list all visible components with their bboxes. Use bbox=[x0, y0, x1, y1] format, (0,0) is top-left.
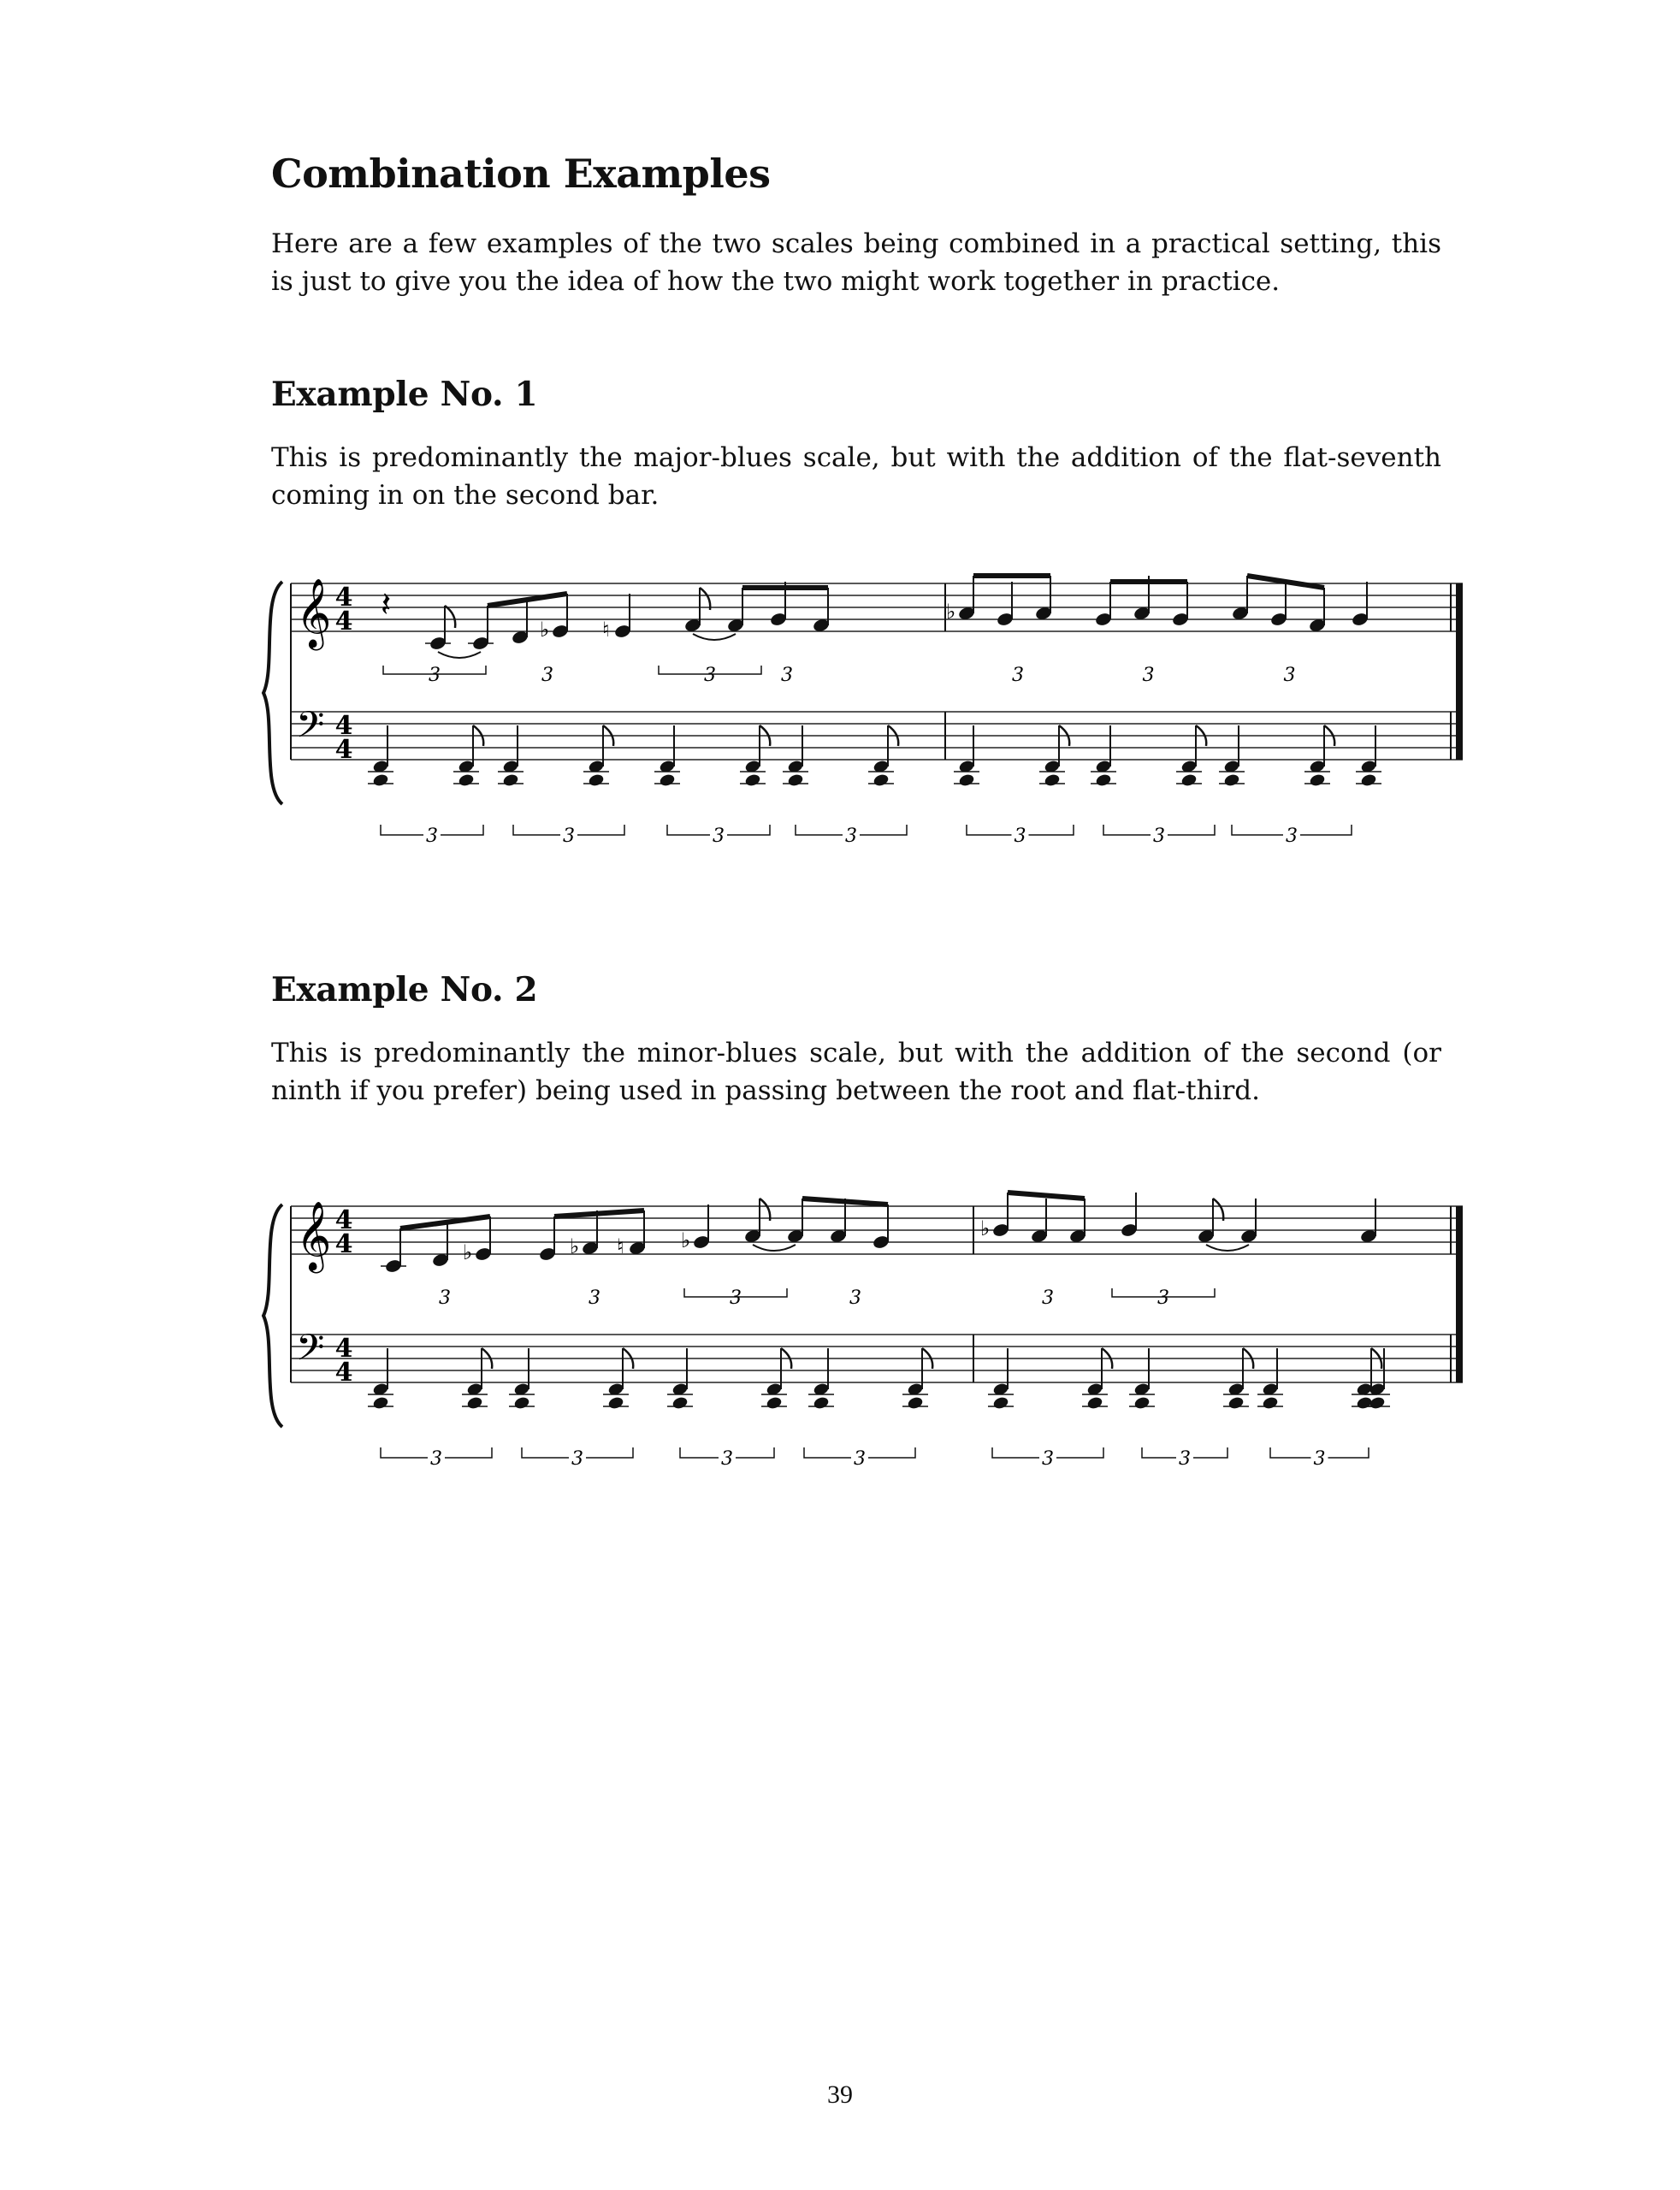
tuplet-number: 3 bbox=[730, 1287, 742, 1309]
tuplet-number: 3 bbox=[1142, 665, 1155, 686]
tuplet-number: 3 bbox=[1313, 1448, 1326, 1470]
bass-notehead bbox=[458, 772, 475, 787]
bass-notehead bbox=[372, 1395, 389, 1410]
accidental: ♮ bbox=[602, 618, 610, 642]
tuplet-number: 3 bbox=[1153, 826, 1165, 847]
quarter-rest: 𝄽 bbox=[381, 585, 392, 624]
tuplet-number: 3 bbox=[1286, 826, 1298, 847]
accidental: ♭ bbox=[946, 600, 956, 624]
tuplet-number: 3 bbox=[849, 1287, 861, 1309]
time-signature-top: 4 bbox=[334, 711, 353, 741]
bass-notehead bbox=[607, 1395, 624, 1410]
tuplet-number: 3 bbox=[571, 1448, 583, 1470]
accidental: ♭ bbox=[463, 1240, 473, 1264]
example-1-title: Example No. 1 bbox=[271, 375, 538, 414]
bass-notehead bbox=[1180, 772, 1198, 787]
tuplet-number: 3 bbox=[854, 1448, 866, 1470]
bass-notehead bbox=[1095, 772, 1112, 787]
tuplet-number: 3 bbox=[1012, 665, 1024, 686]
example-2-description: This is predominantly the minor-blues scale, but with the addition of the second (or ninth if you prefer) being used in passing between the root and flat-third. bbox=[271, 1038, 1441, 1106]
time-signature-top: 4 bbox=[334, 1334, 353, 1364]
bass-notehead bbox=[744, 772, 761, 787]
bass-notehead bbox=[1309, 772, 1326, 787]
bass-notehead bbox=[1227, 1395, 1245, 1410]
final-barline-thick bbox=[1456, 583, 1463, 631]
bass-notehead bbox=[671, 1395, 689, 1410]
time-signature-bottom: 4 bbox=[334, 607, 353, 636]
bass-notehead bbox=[1086, 1395, 1103, 1410]
tuplet-number: 3 bbox=[1157, 1287, 1169, 1309]
bass-notehead bbox=[659, 772, 676, 787]
note-beam bbox=[1008, 1193, 1085, 1199]
treble-clef: 𝄞 bbox=[296, 577, 332, 648]
accidental: ♭ bbox=[540, 618, 550, 642]
system-brace bbox=[263, 582, 282, 804]
accidental: ♮ bbox=[617, 1234, 624, 1258]
final-barline-thick bbox=[1456, 1206, 1463, 1254]
note-beam bbox=[554, 1210, 644, 1216]
tuplet-number: 3 bbox=[721, 1448, 733, 1470]
note-flag bbox=[445, 606, 455, 628]
tuplet-number: 3 bbox=[845, 826, 857, 847]
note-flag bbox=[700, 588, 710, 610]
accidental: ♭ bbox=[570, 1234, 580, 1258]
tuplet-number: 3 bbox=[713, 826, 725, 847]
bass-notehead bbox=[466, 1395, 483, 1410]
example-2-title: Example No. 2 bbox=[271, 970, 538, 1009]
tuplet-number: 3 bbox=[589, 1287, 600, 1309]
final-barline-thick bbox=[1456, 1254, 1463, 1335]
note-flag bbox=[1213, 1199, 1223, 1221]
bass-notehead bbox=[372, 772, 389, 787]
tie bbox=[753, 1245, 796, 1251]
bass-notehead bbox=[502, 772, 519, 787]
bass-clef: 𝄢 bbox=[296, 1327, 325, 1378]
bass-notehead bbox=[992, 1395, 1009, 1410]
bass-notehead bbox=[873, 772, 890, 787]
tie bbox=[1206, 1245, 1249, 1251]
bass-notehead bbox=[1360, 772, 1377, 787]
bass-notehead bbox=[1262, 1395, 1279, 1410]
tuplet-number: 3 bbox=[439, 1287, 451, 1309]
tuplet-number: 3 bbox=[563, 826, 575, 847]
note-flag bbox=[760, 1199, 770, 1221]
bass-notehead bbox=[766, 1395, 783, 1410]
accidental: ♭ bbox=[980, 1216, 991, 1240]
time-signature-top: 4 bbox=[334, 1205, 353, 1235]
final-barline-thick bbox=[1456, 1335, 1463, 1382]
tuplet-number: 3 bbox=[1283, 665, 1296, 686]
time-signature-bottom: 4 bbox=[334, 1229, 353, 1259]
tuplet-number: 3 bbox=[1042, 1448, 1054, 1470]
example-1-description: This is predominantly the major-blues scale, but with the addition of the flat-seventh coming in on the second bar. bbox=[271, 442, 1441, 511]
bass-notehead bbox=[813, 1395, 830, 1410]
bass-notehead bbox=[907, 1395, 924, 1410]
example-1-score bbox=[257, 548, 1488, 855]
accidental: ♭ bbox=[681, 1228, 691, 1252]
bass-notehead bbox=[1133, 1395, 1151, 1410]
example-2-score bbox=[257, 1170, 1488, 1478]
tuplet-number: 3 bbox=[704, 665, 716, 686]
final-barline-thick bbox=[1456, 631, 1463, 712]
bass-notehead bbox=[588, 772, 605, 787]
system-brace bbox=[263, 1204, 282, 1427]
tuplet-number: 3 bbox=[781, 665, 793, 686]
bass-clef: 𝄢 bbox=[296, 704, 325, 755]
final-barline-thick bbox=[1456, 712, 1463, 760]
tie bbox=[438, 652, 481, 658]
tuplet-number: 3 bbox=[426, 826, 438, 847]
tuplet-number: 3 bbox=[1014, 826, 1026, 847]
bass-notehead bbox=[513, 1395, 530, 1410]
page-number: 39 bbox=[827, 2080, 853, 2109]
section-heading: Combination Examples bbox=[271, 151, 771, 197]
treble-clef: 𝄞 bbox=[296, 1200, 332, 1270]
bass-notehead bbox=[1369, 1395, 1386, 1410]
tuplet-number: 3 bbox=[429, 665, 441, 686]
tuplet-number: 3 bbox=[541, 665, 553, 686]
tuplet-number: 3 bbox=[1042, 1287, 1054, 1309]
tuplet-number: 3 bbox=[430, 1448, 442, 1470]
bass-notehead bbox=[958, 772, 975, 787]
time-signature-bottom: 4 bbox=[334, 735, 353, 765]
note-beam bbox=[802, 1199, 888, 1204]
intro-paragraph: Here are a few examples of the two scales being combined in a practical setting, this is just to give you the idea of how the two might work together in practice. bbox=[271, 228, 1441, 297]
bass-notehead bbox=[1223, 772, 1240, 787]
tie bbox=[693, 634, 736, 640]
time-signature-bottom: 4 bbox=[334, 1358, 353, 1388]
tuplet-number: 3 bbox=[1179, 1448, 1191, 1470]
bass-notehead bbox=[1044, 772, 1061, 787]
time-signature-top: 4 bbox=[334, 583, 353, 613]
bass-notehead bbox=[787, 772, 804, 787]
